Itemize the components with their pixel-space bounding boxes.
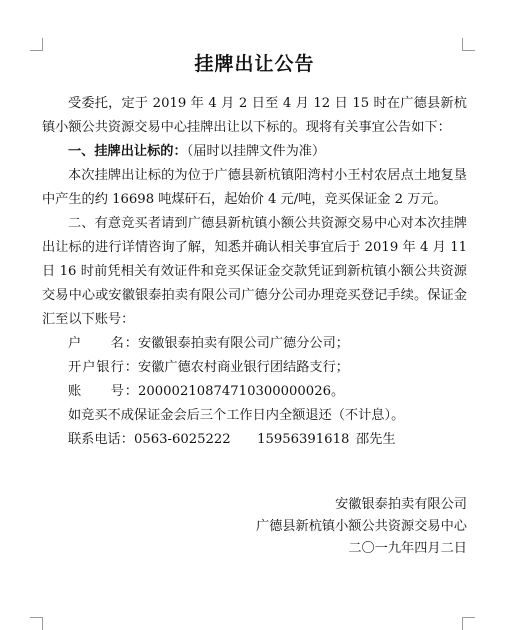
crop-mark-bottom-right bbox=[462, 617, 475, 630]
section1-note: （届时以挂牌文件为准） bbox=[186, 144, 326, 159]
account-bank-label: 开户银行： bbox=[68, 360, 138, 375]
account-name-row bbox=[42, 332, 467, 356]
signature-block bbox=[42, 494, 467, 560]
section1-heading: 一、挂牌出让标的： bbox=[68, 144, 187, 159]
account-number-row bbox=[42, 380, 467, 404]
account-number-value: 20000210874710300000026。 bbox=[138, 384, 345, 399]
page-title: 挂牌出让公告 bbox=[194, 53, 315, 75]
section2-body: 二、有意竞买者请到广德县新杭镇小额公共资源交易中心对本次挂牌出让标的进行详情咨询了解，知悉并确认相关事宜后于 2019 年 4 月 11 日 16 时前凭相关有效证件和竞买保证金交款凭证到新杭镇小额公共资源交易中心或安徽银泰拍卖有限公司广德分公司办理竞买登记手续。保证金汇至以下账号： bbox=[42, 216, 467, 327]
document-page bbox=[42, 44, 467, 560]
section1-heading-line bbox=[42, 140, 467, 164]
signature-org2: 广德县新杭镇小额公共资源交易中心 bbox=[256, 519, 467, 534]
refund-note: 如竞买不成保证金会后三个工作日内全额退还（不计息）。 bbox=[68, 408, 405, 423]
contact-person: 邵先生 bbox=[355, 432, 396, 447]
crop-mark-bottom-left bbox=[30, 617, 43, 630]
contact-row bbox=[42, 428, 467, 452]
account-number-label: 账 号： bbox=[68, 384, 138, 399]
account-name-value: 安徽银泰拍卖有限公司广德分公司； bbox=[138, 336, 349, 351]
contact-phone2: 15956391618 bbox=[257, 432, 350, 447]
signature-org1: 安徽银泰拍卖有限公司 bbox=[335, 497, 467, 512]
account-bank-value: 安徽广德农村商业银行团结路支行； bbox=[138, 360, 349, 375]
contact-phone1: 0563-6025222 bbox=[133, 432, 231, 447]
account-name-label: 户 名： bbox=[68, 336, 138, 351]
section1-body: 本次挂牌出让标的为位于广德县新杭镇阳湾村小王村农居点土地复垦中产生的约 16698 吨煤矸石，起始价 4 元/吨，竞买保证金 2 万元。 bbox=[42, 168, 467, 207]
account-bank-row bbox=[42, 356, 467, 380]
contact-label: 联系电话： bbox=[68, 432, 134, 447]
intro-paragraph: 受委托，定于 2019 年 4 月 2 日至 4 月 12 日 15 时在广德县新杭镇小额公共资源交易中心挂牌出让以下标的。现将有关事宜公告如下： bbox=[42, 96, 467, 135]
signature-date: 二〇一九年四月二日 bbox=[348, 541, 467, 556]
